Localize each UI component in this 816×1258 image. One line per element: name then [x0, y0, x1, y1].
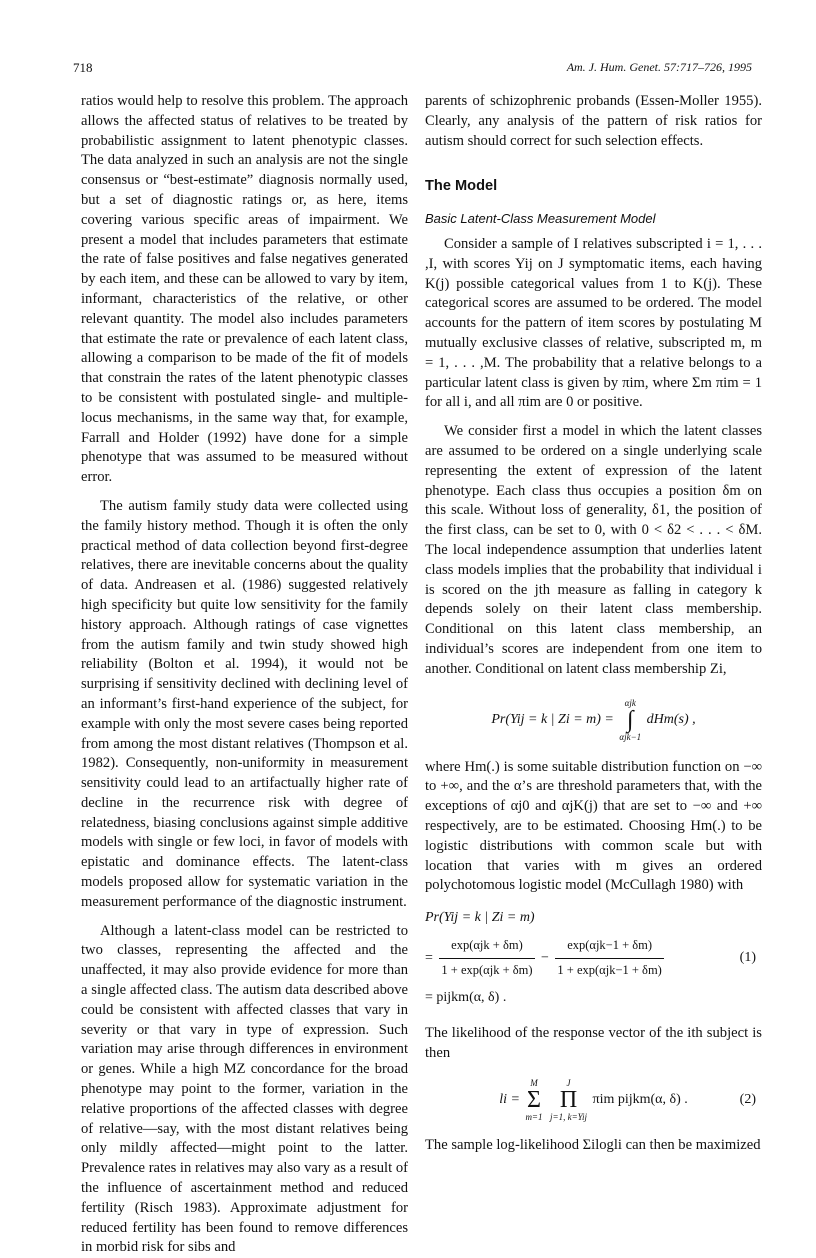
equation-1-line-1: Pr(Yij = k | Zi = m) — [425, 910, 535, 926]
paragraph: The likelihood of the response vector of the ith subject is then — [425, 1025, 762, 1062]
paragraph: ratios would help to resolve this problem. The approach allows the affected status of relatives to be treated by probabilistic assignment to latent phenotypic classes. The data analyzed in such an analysis are not the single consensus or “best-estimate” diagnosis normally used, but a set of diagnostic ratings or, as here, items covering various specific areas of impairment. We present a model that includes parameters that estimate the rate of false positives and false negatives generated by each item, and these can be allowed to vary by item, informant, characteristics of the relative, or other relevant quantity. The model also includes parameters that estimate the rate or prevalence of each latent class, allowing a comparison to be made of the fit of models that constrain the rates of the latent phenotypic classes to be consistent with postulated single- and multiple-locus mechanisms, in the same way that, for example, Farrall and Holder (1992) have done for a simple phenotype that was assumed to be measured without error. — [81, 93, 408, 486]
summation-sign: M Σ m=1 — [525, 1077, 543, 1122]
product-upper: J — [566, 1077, 571, 1088]
integral-sign: αjk ∫ αjk−1 — [619, 697, 642, 742]
page-number: 718 — [73, 60, 93, 75]
sub-heading: Basic Latent-Class Measurement Model — [425, 211, 656, 227]
right-column — [425, 92, 762, 1156]
product-lower: j=1, k=Yij — [550, 1111, 587, 1122]
paragraph: parents of schizophrenic probands (Essen-Moller 1955). Clearly, any analysis of the pattern of risk ratios for autism should correct for such selection effects. — [425, 93, 762, 149]
paragraph: Consider a sample of I relatives subscripted i = 1, . . . ,I, with scores Yij on J symptomatic items, each having K(j) possible categorical values from 1 to K(j). These categorical scores are assumed to be ordered. The model accounts for the pattern of item scores by postulating M mutually exclusive classes of relative, subscripted m, m = 1, . . . ,M. The probability that a relative belongs to a particular latent class is given by πim, where Σm πim = 1 for all i, and all πim are 0 or positive. — [425, 235, 762, 411]
equation-probability — [425, 698, 762, 742]
paragraph: where Hm(.) is some suitable distribution function on −∞ to +∞, and the α’s are threshold parameters that, with the exceptions of αj0 and αjK(j) that are set to −∞ and +∞ respectively, are to be estimated. Choosing Hm(.) to be logistic distributions with common scale but with location that varies with m gives an ordered polychotomous logistic model (McCullagh 1980) with — [425, 758, 762, 894]
equation-2-body: πim pijkm(α, δ) . — [592, 1092, 688, 1108]
equation-1-line-3: = pijkm(α, δ) . — [425, 990, 507, 1006]
integral-upper: αjk — [624, 697, 636, 708]
fraction-denominator: 1 + exp(αjk−1 + δm) — [557, 962, 662, 977]
fraction — [439, 936, 534, 981]
left-column — [81, 92, 408, 1258]
equation-2-lhs: li = — [499, 1092, 520, 1108]
equation-rhs: dHm(s) , — [646, 711, 696, 727]
equation-number: (1) — [739, 950, 756, 966]
running-head: Am. J. Hum. Genet. 57:717–726, 1995 — [566, 60, 752, 74]
integral-lower: αjk−1 — [619, 731, 642, 742]
equation-1 — [425, 908, 762, 1008]
equation-number: (2) — [739, 1091, 756, 1107]
sum-upper: M — [530, 1077, 538, 1088]
sum-lower: m=1 — [525, 1111, 543, 1122]
paragraph: Although a latent-class model can be restricted to two classes, representing the affected and the unaffected, it may also provide evidence for more than a single affected class. The autism data described above could be consistent with affected classes that vary in severity or that vary in type of expression. Such variation may arise through differences in environment or genes. While a high MZ concordance for the broad phenotype may point to the former, variation in the relative proportions of the affected classes with degree of relative—say, with the most distant relatives being only mildly affected—might point to the latter. Prevalence rates in relatives may also vary as a result of the influence of ascertainment method and reduced fertility (Risch 1983). Approximate adjustment for reduced fertility has been found to remove differences in morbid risk for sibs and — [81, 922, 408, 1256]
paragraph: We consider first a model in which the latent classes are assumed to be ordered on a single underlying scale representing the extent of expression of the latent phenotype. Each class thus occupies a position δm on this scale. Without loss of generality, δ1, the position of the first class, can be set to 0, with 0 < δ2 < . . . < δM. The local independence assumption that underlies latent class models implies that the probability that individual i is scored on the jth measure as falling in category k depends solely on their latent class membership. Conditional on this latent class membership, an individual’s scores are independent from one item to another. Conditional on latent class membership Zi, — [425, 423, 762, 677]
equation-lhs: Pr(Yij = k | Zi = m) = — [491, 711, 614, 727]
fraction-numerator: exp(αjk−1 + δm) — [555, 936, 663, 959]
fraction-denominator: 1 + exp(αjk + δm) — [441, 962, 533, 977]
paragraph: The autism family study data were collected using the family history method. Though it is often the only practical method of data collection beyond first-degree relatives, there are inevitable concerns about the quality of data. Andreasen et al. (1986) suggested relatively high specificity but quite low sensitivity for the family history approach. Although ratings of case vignettes from the autism family and twin study showed high reliability (Bolton et al. 1994), it would not be surprising if sensitivity declined with declining level of an informant’s first-hand experience of the subject, for example with only the most severe cases being reported from among the most distant relatives (Thompson et al. 1982). Consequently, non-uniformity in measurement sensitivity could lead to an artifactually higher rate of decline in the recurrence risk with degree of relatedness, biasing conclusions against simple additive models with single or few loci, in favor of models with epistatic and dominance effects. The latent-class models proposed allow for systematic variation in the measurement performance of the diagnostic instrument. — [81, 497, 408, 910]
equation-2 — [425, 1078, 762, 1122]
fraction-numerator: exp(αjk + δm) — [439, 936, 534, 959]
fraction — [555, 936, 663, 981]
product-sign: J Π j=1, k=Yij — [550, 1077, 587, 1122]
equation-1-line-2: = $\frac{\text{exp(αjk + δm)}}{\text{1 + exp(αjk + δm)}}$ − $\frac{\text{exp(αjk−1 + δm)}}{\text{1 + exp(αjk−1 + δm)}}$ — [425, 936, 762, 981]
paragraph: The sample log-likelihood Σilogli can then be maximized — [425, 1136, 761, 1153]
section-heading: The Model — [425, 178, 498, 195]
